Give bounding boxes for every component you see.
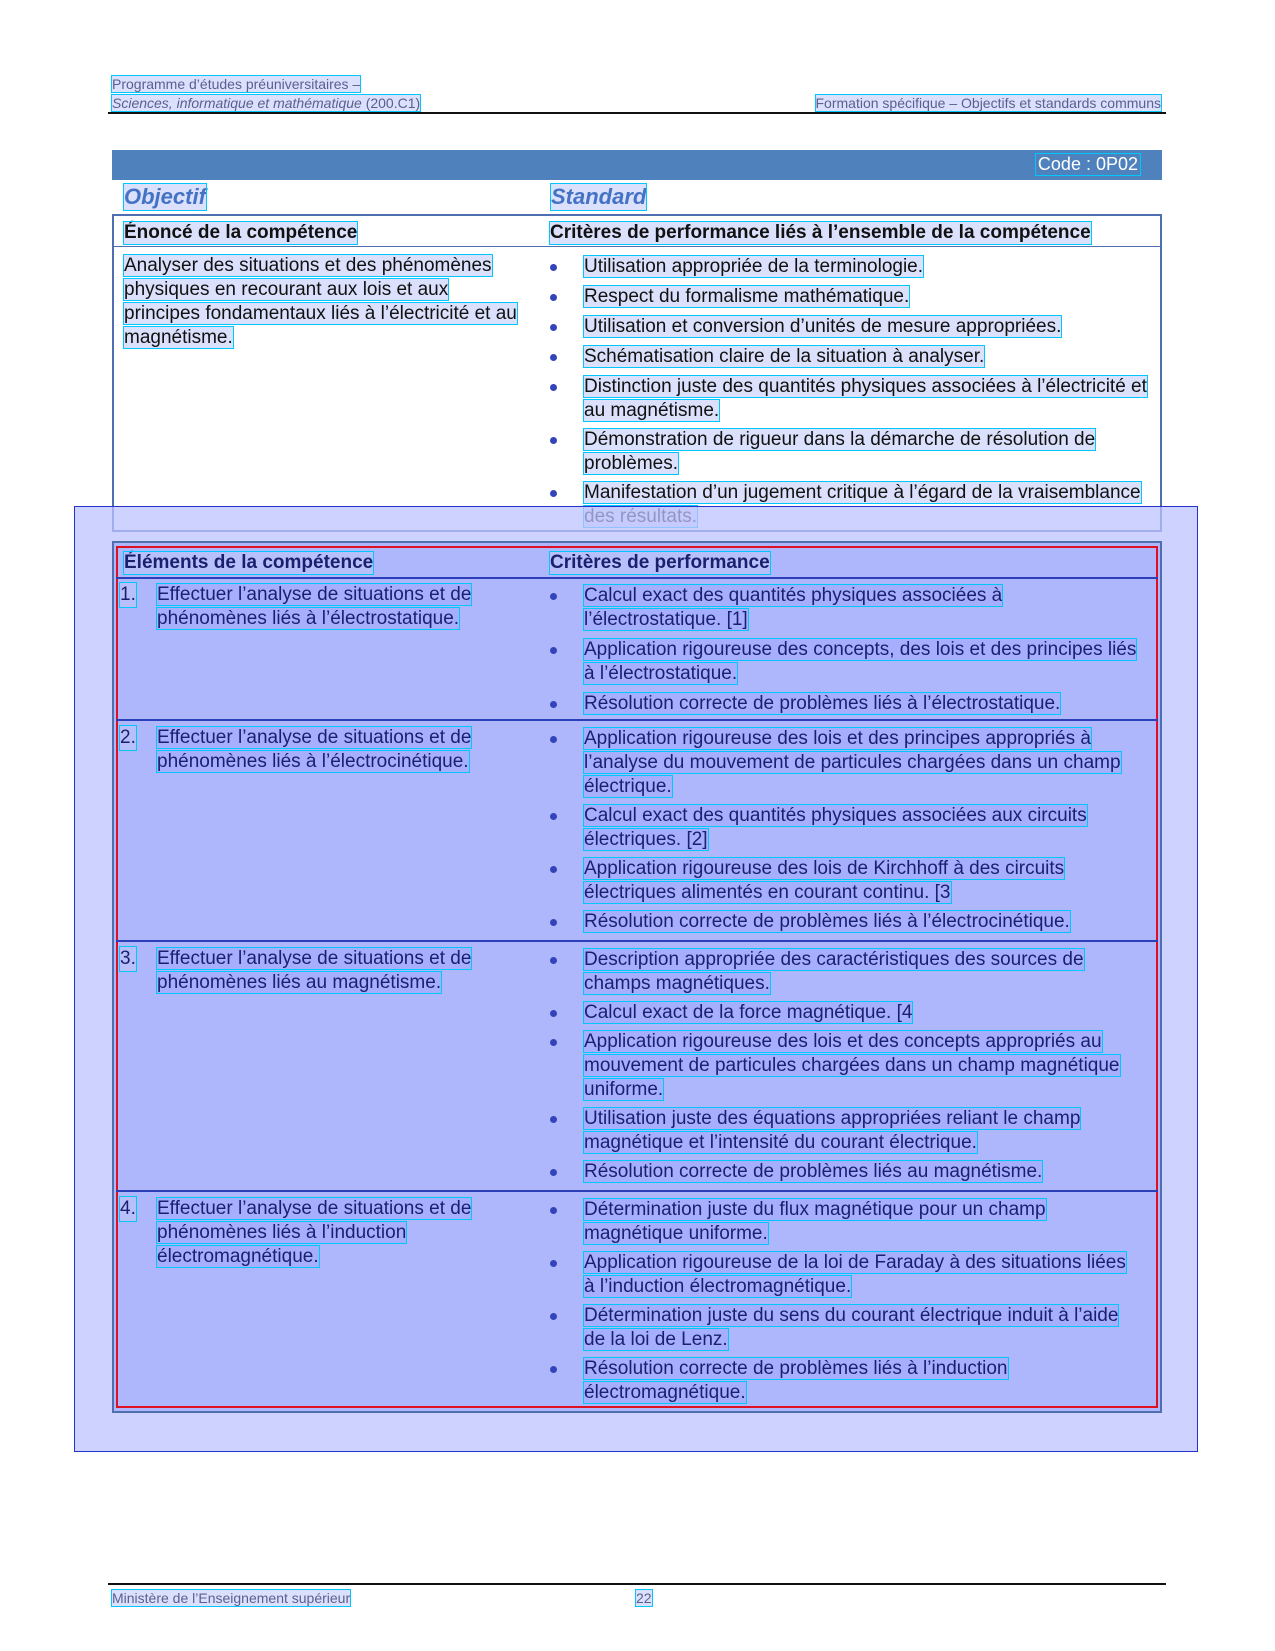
bullet-icon [550, 294, 557, 301]
element-number: 3. [120, 948, 136, 969]
header-program-number: (200.C1) [361, 95, 421, 111]
bullet-icon [550, 1313, 557, 1320]
bullet-icon [550, 1116, 557, 1123]
page-number: 22 [636, 1590, 652, 1606]
criterion-text: Résolution correcte de problèmes liés au magnétisme. [584, 1161, 1043, 1182]
list-item [548, 428, 1148, 476]
row-divider [116, 719, 1158, 721]
list-item [548, 857, 1138, 905]
competence-text [124, 254, 524, 350]
criterion-text: Schématisation claire de la situation à analyser. [584, 346, 985, 367]
list-item [548, 1160, 1138, 1184]
bullet-icon [550, 1260, 557, 1267]
criterion-text: Calcul exact des quantités physiques associées aux circuits électriques. [2] [584, 805, 1087, 850]
bullet-icon [550, 647, 557, 654]
bullet-icon [550, 1010, 557, 1017]
standard-label: Standard [551, 184, 647, 209]
bullet-icon [550, 866, 557, 873]
criterion-text: Application rigoureuse des lois de Kirchhoff à des circuits électriques alimentés en courant continu. [3 [584, 858, 1065, 903]
bullet-icon [550, 701, 557, 708]
header-divider [108, 112, 1166, 114]
list-item [548, 910, 1138, 934]
list-item [548, 584, 1138, 632]
list-item [548, 727, 1138, 799]
competence-table-header-divider [114, 246, 1160, 247]
bullet-icon [550, 593, 557, 600]
row-divider [116, 577, 1158, 579]
bullet-icon [550, 264, 557, 271]
elements-heading: Éléments de la compétence [124, 552, 374, 573]
row-divider [116, 940, 1158, 942]
criterion-text: Utilisation juste des équations appropriées reliant le champ magnétique et l’intensité du courant électrique. [584, 1108, 1081, 1153]
criterion-text: Respect du formalisme mathématique. [584, 286, 910, 307]
bullet-icon [550, 324, 557, 331]
criteria-all-list [548, 255, 1148, 529]
element-text [157, 726, 527, 774]
criterion-text: Démonstration de rigueur dans la démarche de résolution de problèmes. [584, 429, 1096, 474]
bullet-icon [550, 354, 557, 361]
criterion-text: Utilisation et conversion d’unités de mesure appropriées. [584, 316, 1062, 337]
list-item [548, 1304, 1138, 1352]
element-text [157, 947, 527, 995]
bullet-icon [550, 736, 557, 743]
element-text [157, 1197, 507, 1269]
bullet-icon [550, 437, 557, 444]
criterion-text: Résolution correcte de problèmes liés à l’électrostatique. [584, 693, 1061, 714]
element-1-criteria [548, 584, 1138, 716]
element-3-criteria [548, 948, 1138, 1184]
criterion-text: Application rigoureuse des lois et des principes appropriés à l’analyse du mouvement de particules chargées dans un champ électrique. [584, 728, 1121, 797]
bullet-icon [550, 813, 557, 820]
header-program-code [112, 95, 420, 111]
list-item [548, 1001, 1138, 1025]
criterion-text: Résolution correcte de problèmes liés à l’induction électromagnétique. [584, 1358, 1008, 1403]
element-text-content: Effectuer l’analyse de situations et de phénomènes liés à l’induction électromagnétique. [157, 1198, 472, 1267]
list-item [548, 638, 1138, 686]
list-item [548, 1251, 1138, 1299]
list-item [548, 255, 1148, 279]
header-section-title: Formation spécifique – Objectifs et standards communs [815, 95, 1161, 111]
bullet-icon [550, 490, 557, 497]
row-divider [116, 1190, 1158, 1192]
list-item [548, 375, 1148, 423]
footer-ministry: Ministère de l’Enseignement supérieur [112, 1590, 351, 1606]
criteria-all-heading: Critères de performance liés à l’ensemble de la compétence [550, 222, 1091, 243]
criterion-text: Description appropriée des caractéristiques des sources de champs magnétiques. [584, 949, 1084, 994]
list-item [548, 948, 1138, 996]
footer-divider [108, 1583, 1166, 1585]
competence-heading: Énoncé de la compétence [124, 222, 358, 243]
criterion-text: Application rigoureuse des concepts, des lois et des principes liés à l’électrostatique. [584, 639, 1137, 684]
criteria-heading: Critères de performance [550, 552, 770, 573]
list-item [548, 1198, 1138, 1246]
criterion-text: Détermination juste du sens du courant électrique induit à l’aide de la loi de Lenz. [584, 1305, 1119, 1350]
code-bar [112, 150, 1162, 180]
criterion-text: Manifestation d’un jugement critique à l’égard de la vraisemblance [584, 482, 1141, 527]
bullet-icon [550, 919, 557, 926]
criterion-text: Utilisation appropriée de la terminologie. [584, 256, 924, 277]
criterion-text: Application rigoureuse de la loi de Faraday à des situations liées à l’induction électromagnétique. [584, 1252, 1126, 1297]
element-number: 2. [120, 727, 136, 748]
element-text-content: Effectuer l’analyse de situations et de phénomènes liés à l’électrocinétique. [157, 727, 472, 772]
bullet-icon [550, 1169, 557, 1176]
header-program-name: Sciences, informatique et mathématique [112, 95, 362, 111]
list-item [548, 315, 1148, 339]
bullet-icon [550, 1366, 557, 1373]
criterion-text: Calcul exact de la force magnétique. [4 [584, 1002, 913, 1023]
element-text [157, 583, 527, 631]
element-number: 1. [120, 584, 136, 605]
element-4-criteria [548, 1198, 1138, 1405]
code-label: Code : 0P02 [1037, 154, 1138, 174]
header-program-title: Programme d’études préuniversitaires – [112, 76, 361, 92]
list-item [548, 285, 1148, 309]
criterion-text: Résolution correcte de problèmes liés à l’électrocinétique. [584, 911, 1070, 932]
list-item [548, 804, 1138, 852]
element-text-content: Effectuer l’analyse de situations et de phénomènes liés au magnétisme. [157, 948, 472, 993]
element-2-criteria [548, 727, 1138, 934]
bullet-icon [550, 1207, 557, 1214]
objectif-label: Objectif [124, 184, 206, 209]
list-item [548, 345, 1148, 369]
list-item [548, 1357, 1138, 1405]
competence-text-content: Analyser des situations et des phénomènes physiques en recourant aux lois et aux principes fondamentaux liés à l’électricité et au magnétisme. [124, 255, 517, 348]
criterion-text: Détermination juste du flux magnétique pour un champ magnétique uniforme. [584, 1199, 1046, 1244]
list-item [548, 1030, 1138, 1102]
list-item [548, 1107, 1138, 1155]
criterion-text: Distinction juste des quantités physiques associées à l’électricité et au magnétisme. [584, 376, 1147, 421]
bullet-icon [550, 957, 557, 964]
bullet-icon [550, 1039, 557, 1046]
element-number: 4. [120, 1198, 136, 1219]
list-item [548, 692, 1138, 716]
element-text-content: Effectuer l’analyse de situations et de phénomènes liés à l’électrostatique. [157, 584, 472, 629]
criterion-text: Application rigoureuse des lois et des concepts appropriés au mouvement de particules chargées dans un champ magnétique uniforme. [584, 1031, 1120, 1100]
criterion-text: Calcul exact des quantités physiques associées à l’électrostatique. [1] [584, 585, 1003, 630]
bullet-icon [550, 384, 557, 391]
